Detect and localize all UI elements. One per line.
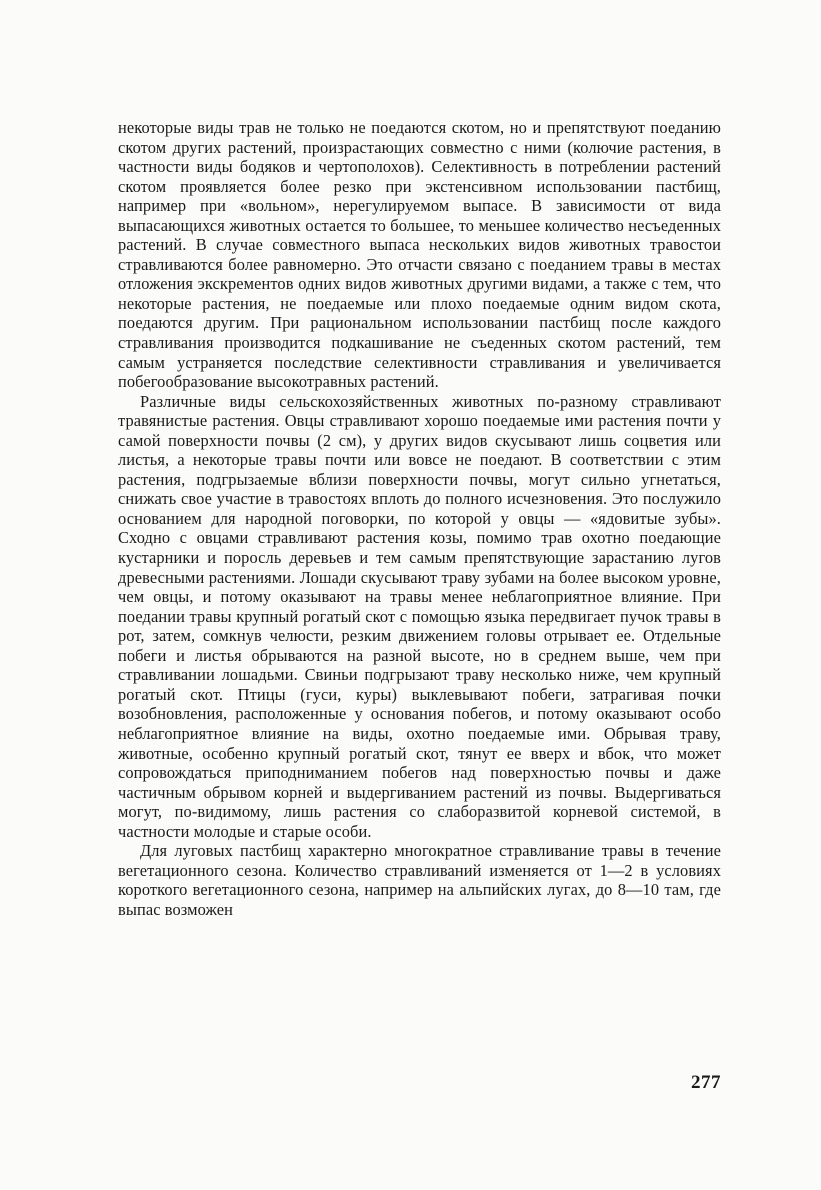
paragraph-1: некоторые виды трав не только не поедаются скотом, но и препятствуют поеданию скотом других растений, произрастающих совместно с ними (колючие растения, в частности виды бодяков и чертополохов). Селективность в потреблении растений скотом проявляется более резко при экстенсивном использовании пастбищ, например при «вольном», нерегулируемом выпасе. В зависимости от вида выпасающихся животных остается то большее, то меньшее количество несъеденных растений. В случае совместного выпаса нескольких видов животных травостои стравливаются более равномерно. Это отчасти связано с поеданием травы в местах отложения экскрементов одних видов животных другими видами, а также с тем, что некоторые растения, не поедаемые или плохо поедаемые одним видом скота, поедаются другим. При рациональном использовании пастбищ после каждого стравливания производится подкашивание не съеденных скотом растений, тем самым устраняется последствие селективности стравливания и увеличивается побегообразование высокотравных растений.	[118, 118, 721, 392]
paragraph-3: Для луговых пастбищ характерно многократное стравливание травы в течение вегетационного сезона. Количество стравливаний изменяется от 1—2 в условиях короткого вегетационного сезона, например на альпийских лугах, до 8—10 там, где выпас возможен	[118, 841, 721, 919]
body-text	[118, 118, 721, 919]
page-number: 277	[691, 1072, 721, 1093]
paragraph-2: Различные виды сельскохозяйственных животных по-разному стравливают травянистые растения. Овцы стравливают хорошо поедаемые ими растения почти у самой поверхности почвы (2 см), у других видов скусывают лишь соцветия или листья, а некоторые травы почти или вовсе не поедают. В соответствии с этим растения, подгрызаемые вблизи поверхности почвы, могут сильно угнетаться, снижать свое участие в травостоях вплоть до полного исчезновения. Это послужило основанием для народной поговорки, по которой у овцы — «ядовитые зубы». Сходно с овцами стравливают растения козы, помимо трав охотно поедающие кустарники и поросль деревьев и тем самым препятствующие зарастанию лугов древесными растениями. Лошади скусывают траву зубами на более высоком уровне, чем овцы, и потому оказывают на травы менее неблагоприятное влияние. При поедании травы крупный рогатый скот с помощью языка передвигает пучок травы в рот, затем, сомкнув челюсти, резким движением головы отрывает ее. Отдельные побеги и листья обрываются на разной высоте, но в среднем выше, чем при стравливании лошадьми. Свиньи подгрызают траву несколько ниже, чем крупный рогатый скот. Птицы (гуси, куры) выклевывают побеги, затрагивая почки возобновления, расположенные у основания побегов, и потому оказывают особо неблагоприятное влияние на виды, охотно поедаемые ими. Обрывая траву, животные, особенно крупный рогатый скот, тянут ее вверх и вбок, что может сопровождаться приподниманием побегов над поверхностью почвы и даже частичным обрывом корней и выдергиванием растений из почвы. Выдергиваться могут, по-видимому, лишь растения со слаборазвитой корневой системой, в частности молодые и старые особи.	[118, 391, 721, 841]
